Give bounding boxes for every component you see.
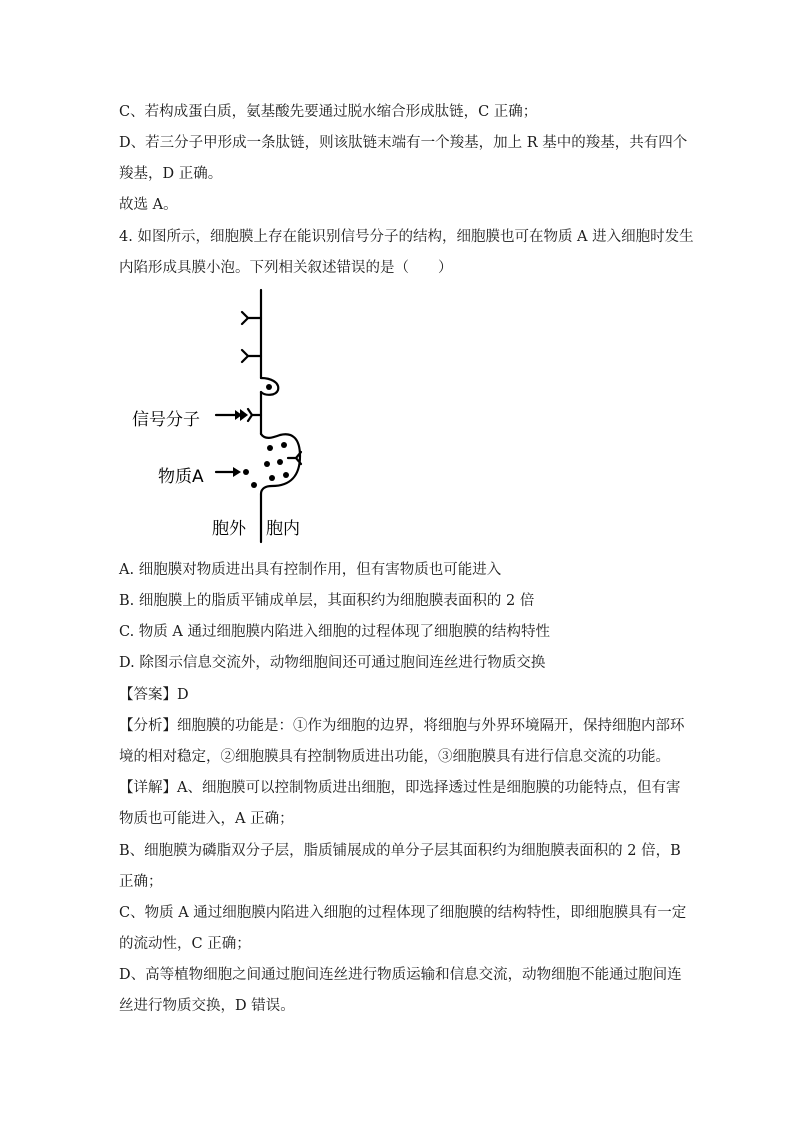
detail-line-d: D、高等植物细胞之间通过胞间连丝进行物质运输和信息交流，动物细胞不能通过胞间连 [119,967,682,983]
option-d: D. 除图示信息交流外，动物细胞间还可通过胞间连丝进行物质交换 [119,655,546,671]
question-4-stem-cont: 内陷形成具膜小泡。下列相关叙述错误的是（ ） [119,260,453,276]
particle-2 [281,442,287,448]
text-line-c: C、若构成蛋白质，氨基酸先要通过脱水缩合形成肽链，C 正确； [119,104,538,120]
detail-line-b-cont: 正确； [119,874,163,890]
particle-5 [283,472,289,478]
particle-1 [267,445,273,451]
particle-4 [277,459,283,465]
detail-line-a-cont: 物质也可能进入，A 正确； [119,811,294,827]
option-c: C. 物质 A 通过细胞膜内陷进入细胞的过程体现了细胞膜的结构特性 [119,624,550,640]
detail-line-a: 【详解】A、细胞膜可以控制物质进出细胞，即选择透过性是细胞膜的功能特点，但有害 [119,780,681,796]
vesicle-dot [266,384,272,390]
receptor-3 [248,409,261,421]
particle-7 [251,482,257,488]
question-4-stem: 4. 如图所示，细胞膜上存在能识别信号分子的结构，细胞膜也可在物质 A 进入细胞时发生 [119,229,694,245]
text-line-choose: 故选 A。 [119,197,178,213]
inside-label: 胞内 [266,519,300,539]
detail-line-d-cont: 丝进行物质交换，D 错误。 [119,998,295,1014]
text-line-d-cont: 羧基，D 正确。 [119,166,223,182]
detail-line-c-cont: 的流动性，C 正确； [119,936,251,952]
signal-molecule-label: 信号分子 [132,410,200,430]
option-b: B. 细胞膜上的脂质平铺成单层，其面积约为细胞膜表面积的 2 倍 [119,593,535,609]
text-line-d: D、若三分子甲形成一条肽链，则该肽链末端有一个羧基，加上 R 基中的羧基，共有四个 [119,135,688,151]
analysis-line-2: 境的相对稳定，②细胞膜具有控制物质进出功能，③细胞膜具有进行信息交流的功能。 [119,749,670,765]
outside-label: 胞外 [212,519,246,539]
option-a: A. 细胞膜对物质进出具有控制作用，但有害物质也可能进入 [119,562,502,578]
substance-arrow-head [233,467,241,477]
substance-a-outside [243,469,249,475]
substance-a-label: 物质A [158,467,204,487]
receptor-2 [242,350,261,362]
particle-6 [269,475,275,481]
receptor-1 [242,312,261,324]
analysis-line-1: 【分析】细胞膜的功能是：①作为细胞的边界，将细胞与外界环境隔开，保持细胞内部环 [119,718,685,734]
particle-3 [264,461,270,467]
detail-line-b: B、细胞膜为磷脂双分子层，脂质铺展成的单分子层其面积约为细胞膜表面积的 2 倍，B [119,843,681,859]
membrane-diagram [120,286,320,544]
answer-line: 【答案】D [119,687,189,703]
detail-line-c: C、物质 A 通过细胞膜内陷进入细胞的过程体现了细胞膜的结构特性，即细胞膜具有一定 [119,905,687,921]
